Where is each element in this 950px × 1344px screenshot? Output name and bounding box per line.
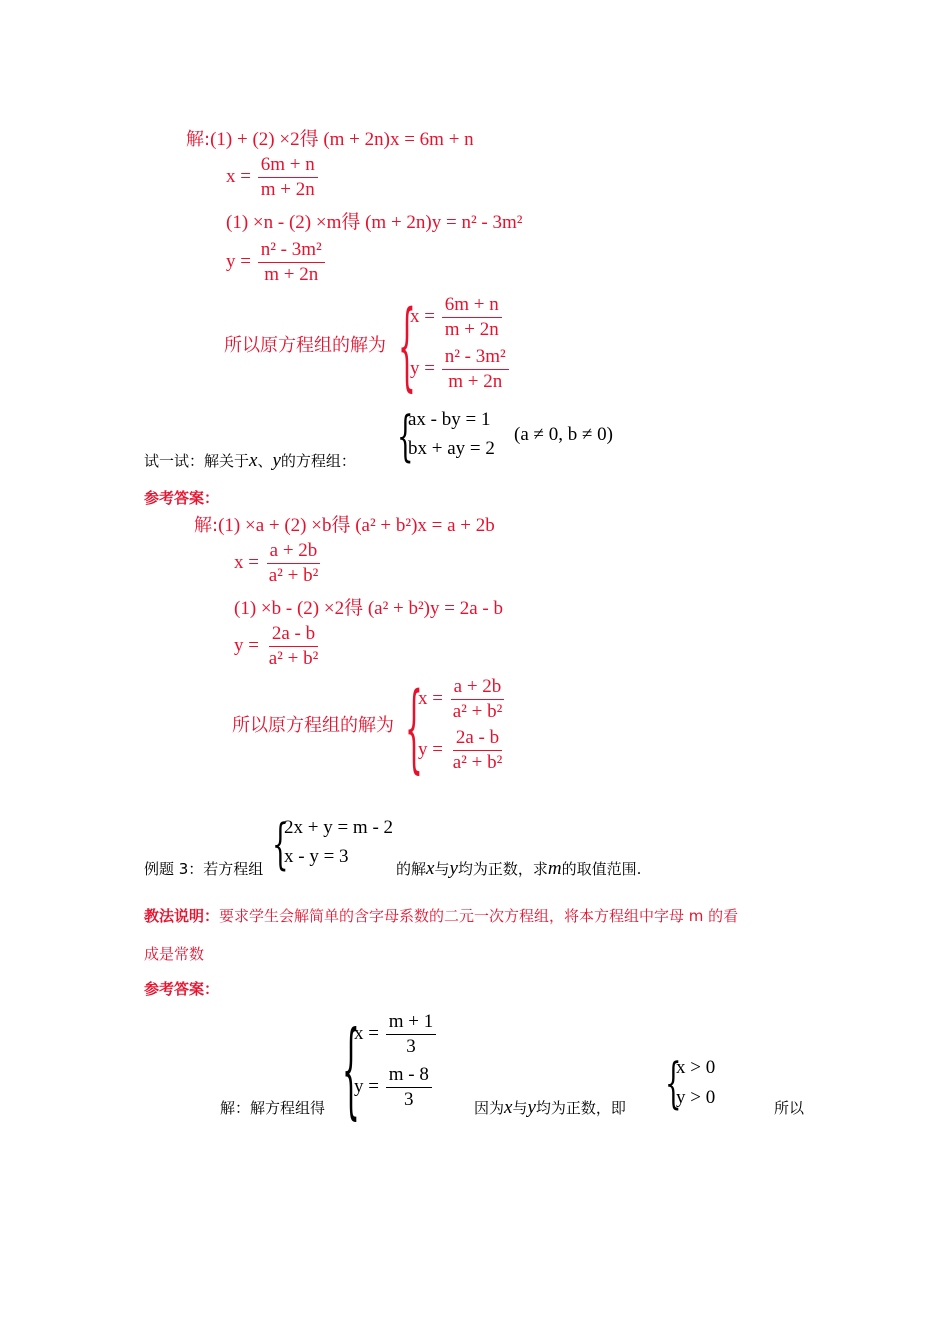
condition-2: y > 0: [676, 1087, 716, 1108]
teaching-note-label: 教法说明：: [144, 907, 220, 925]
solution-2-line-3: [234, 593, 503, 620]
fraction: $\frac{6m + n}{m + 2n}$: [258, 154, 318, 201]
try-it-equation-2: bx + ay = 2: [408, 438, 495, 459]
fraction: $\frac{\text{n² - 3m²}}{m + 2n}$: [258, 239, 325, 286]
teaching-note-line-2: 成是常数: [144, 945, 205, 963]
solution-3-prefix: 解：解方程组得: [220, 1099, 326, 1117]
example-3-question: 的解x与y均为正数，求m的取值范围.: [396, 858, 642, 879]
fraction: $\frac{2a - b}{\text{a² + b²}}$: [452, 727, 503, 773]
left-brace-icon: {: [342, 1009, 360, 1132]
fraction: $\frac{m - 8}{3}$: [386, 1064, 432, 1111]
solution-2-x-value: x = $\frac{a + 2b}{\text{a² + b²}}$: [234, 540, 323, 587]
left-brace-icon: {: [665, 1053, 682, 1116]
equation: (1) + (2) ×2得 (m + 2n)x = 6m + n: [210, 129, 474, 150]
try-it-prompt: 试一试：解关于x、y的方程组：: [144, 450, 356, 471]
answer-label: 参考答案：: [144, 489, 220, 507]
solution-1-y-value: y = $\frac{\text{n² - 3m²}}{m + 2n}$: [226, 239, 327, 286]
solution-3-therefore: 所以: [774, 1099, 805, 1117]
teaching-note-line-1: 教法说明：要求学生会解简单的含字母系数的二元一次方程组，将本方程组中字母 m 的看: [144, 907, 739, 925]
fraction: $\frac{a + 2b}{\text{a² + b²}}$: [266, 540, 322, 587]
answer-label: 参考答案：: [144, 980, 220, 998]
example-3-equation-2: x - y = 3: [284, 846, 349, 867]
solution-1-conclusion: 所以原方程组的解为: [224, 335, 386, 356]
solution-3-reason: 因为x与y均为正数，即: [474, 1097, 626, 1118]
solution-2-system-y: y = $\frac{2a - b}{\text{a² + b²}}$: [418, 727, 507, 774]
example-3-prefix: 例题 3：若方程组: [144, 860, 264, 878]
equation: (1) ×n - (2) ×m得 (m + 2n)y = n² - 3m²: [226, 212, 523, 233]
try-it-equation-1: ax - by = 1: [408, 409, 491, 430]
solution-1-x-value: x = $\frac{6m + n}{m + 2n}$: [226, 154, 320, 201]
left-brace-icon: {: [398, 290, 416, 403]
solution-1-system-x: x = $\frac{6m + n}{m + 2n}$: [410, 294, 504, 341]
fraction: $\frac{2a - b}{\text{a² + b²}}$: [268, 623, 319, 669]
left-brace-icon: {: [272, 814, 289, 877]
solution-1-system-y: y = $\frac{\text{n² - 3m²}}{m + 2n}$: [410, 346, 511, 393]
try-it-condition: (a ≠ 0, b ≠ 0): [514, 424, 613, 445]
solution-label: 解:: [186, 129, 211, 150]
equation: (1) ×b - (2) ×2得 (a² + b²)y = 2a - b: [234, 598, 503, 619]
solution-2-conclusion: 所以原方程组的解为: [232, 715, 394, 736]
left-brace-icon: {: [405, 672, 423, 785]
equation: (1) ×a + (2) ×b得 (a² + b²)x = a + 2b: [218, 515, 495, 536]
example-3-equation-1: 2x + y = m - 2: [284, 817, 394, 838]
solution-3-y-value: y = $\frac{m - 8}{3}$: [354, 1064, 434, 1111]
fraction: $\frac{a + 2b}{\text{a² + b²}}$: [450, 676, 506, 723]
left-brace-icon: {: [397, 406, 414, 469]
condition-1: x > 0: [676, 1057, 716, 1078]
solution-3-x-value: x = $\frac{m + 1}{3}$: [354, 1011, 438, 1058]
solution-2-y-value: y = $\frac{2a - b}{\text{a² + b²}}$: [234, 623, 323, 670]
solution-2-system-x: x = $\frac{a + 2b}{\text{a² + b²}}$: [418, 676, 507, 723]
fraction: $\frac{6m + n}{m + 2n}$: [442, 294, 502, 341]
solution-2-line-1: 解:(1) ×a + (2) ×b得 (a² + b²)x = a + 2b: [194, 515, 495, 536]
fraction: $\frac{m + 1}{3}$: [386, 1011, 437, 1058]
fraction: $\frac{\text{n² - 3m²}}{m + 2n}$: [442, 346, 509, 393]
